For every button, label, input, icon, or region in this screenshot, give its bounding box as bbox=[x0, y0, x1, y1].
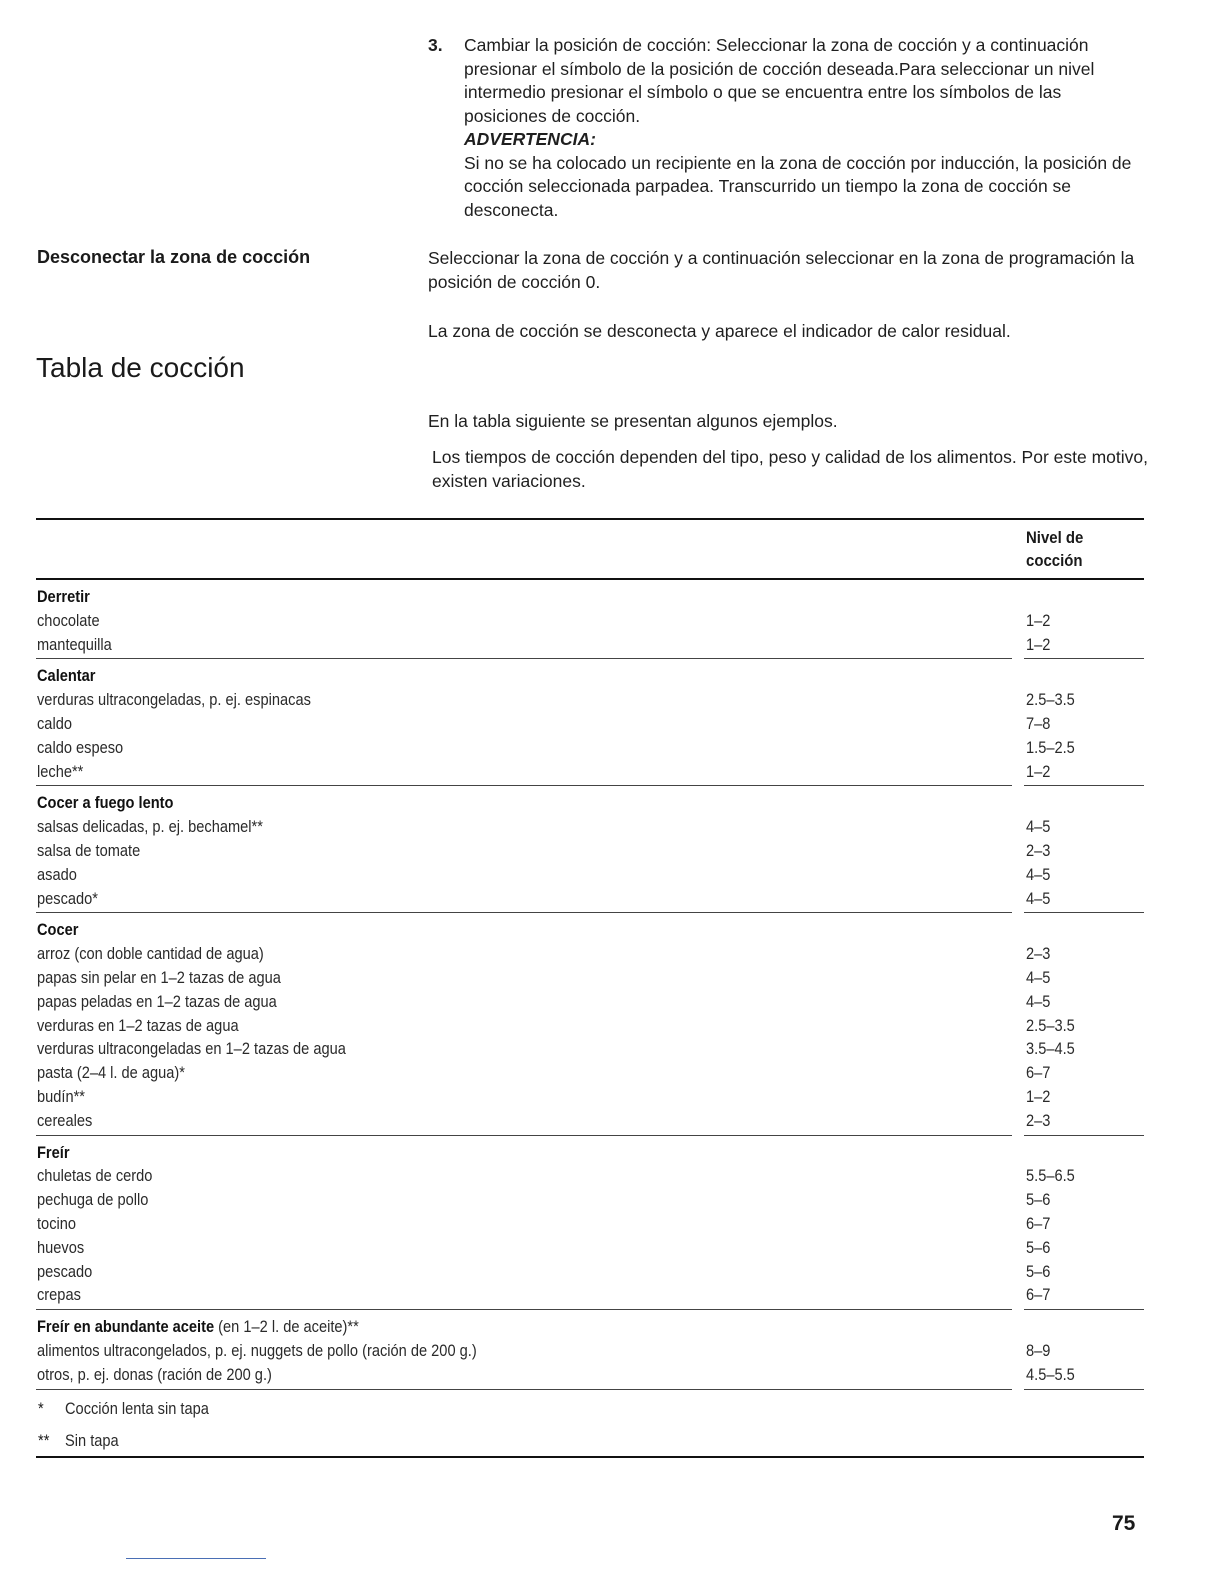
table-group bbox=[36, 580, 1144, 659]
food-label: pechuga de pollo bbox=[37, 1190, 149, 1210]
group-title bbox=[37, 1315, 359, 1339]
cooking-level-value: 2–3 bbox=[1026, 1110, 1051, 1130]
group-title-row bbox=[36, 918, 1144, 942]
food-label: mantequilla bbox=[37, 634, 112, 654]
food-label: huevos bbox=[37, 1237, 85, 1257]
table-footnotes bbox=[36, 1390, 1144, 1458]
table-group bbox=[36, 913, 1144, 1135]
cooking-level-value: 4–5 bbox=[1026, 817, 1051, 837]
cooking-level-value: 1–2 bbox=[1026, 761, 1051, 781]
food-label: leche** bbox=[37, 761, 84, 781]
food-label: pescado bbox=[37, 1261, 93, 1281]
disconnect-heading: Desconectar la zona de cocción bbox=[37, 247, 311, 267]
food-label: caldo espeso bbox=[37, 737, 124, 757]
table-row bbox=[36, 1260, 1144, 1284]
food-label: arroz (con doble cantidad de agua) bbox=[37, 944, 264, 964]
cooking-level-value: 2–3 bbox=[1026, 944, 1051, 964]
cooking-level-value: 5.5–6.5 bbox=[1026, 1166, 1075, 1186]
table-row bbox=[36, 1164, 1144, 1188]
table-row bbox=[36, 990, 1144, 1014]
cooking-table bbox=[36, 518, 1144, 1458]
cooking-level-value: 4.5–5.5 bbox=[1026, 1364, 1075, 1384]
food-label: caldo bbox=[37, 713, 72, 733]
intro-line-2: Los tiempos de cocción dependen del tipo, peso y calidad de los alimentos. Por este motivo, existen variaciones. bbox=[432, 447, 1148, 491]
footnote-mark: ** bbox=[38, 1430, 50, 1450]
cooking-level-value: 4–5 bbox=[1026, 967, 1051, 987]
group-title bbox=[37, 664, 96, 688]
cooking-level-value: 5–6 bbox=[1026, 1190, 1051, 1210]
column-header-level: Nivel de cocción bbox=[1026, 528, 1084, 570]
food-label: verduras ultracongeladas, p. ej. espinacas bbox=[37, 690, 311, 710]
group-title-row bbox=[36, 664, 1144, 688]
table-row bbox=[36, 1339, 1144, 1363]
page-number: 75 bbox=[1112, 1512, 1136, 1535]
group-title-row bbox=[36, 1315, 1144, 1339]
cooking-level-value: 1–2 bbox=[1026, 610, 1051, 630]
food-label: asado bbox=[37, 864, 77, 884]
food-label: otros, p. ej. donas (ración de 200 g.) bbox=[37, 1364, 272, 1384]
cooking-level-value: 3.5–4.5 bbox=[1026, 1039, 1075, 1059]
table-row bbox=[36, 1014, 1144, 1038]
table-row bbox=[36, 815, 1144, 839]
group-title-text: Freír en abundante aceite bbox=[37, 1317, 215, 1337]
warning-label: ADVERTENCIA: bbox=[464, 129, 596, 149]
cooking-level-value: 2–3 bbox=[1026, 840, 1051, 860]
cooking-level-value: 5–6 bbox=[1026, 1237, 1051, 1257]
cooking-level-value: 7–8 bbox=[1026, 713, 1051, 733]
cooking-level-value: 2.5–3.5 bbox=[1026, 1015, 1075, 1035]
footer-rule bbox=[126, 1558, 266, 1559]
food-label: verduras en 1–2 tazas de agua bbox=[37, 1015, 239, 1035]
group-title-text: Cocer a fuego lento bbox=[37, 793, 174, 813]
table-row bbox=[36, 609, 1144, 633]
food-label: crepas bbox=[37, 1285, 81, 1305]
cooking-level-value: 1–2 bbox=[1026, 1086, 1051, 1106]
table-row bbox=[36, 1085, 1144, 1109]
table-row bbox=[36, 1283, 1144, 1307]
step-content bbox=[464, 34, 1148, 222]
table-group bbox=[36, 659, 1144, 786]
food-label: pescado* bbox=[37, 888, 98, 908]
table-row bbox=[36, 1363, 1144, 1387]
step-number: 3. bbox=[428, 35, 443, 55]
table-row bbox=[36, 736, 1144, 760]
table-row bbox=[36, 1212, 1144, 1236]
cooking-level-value: 6–7 bbox=[1026, 1285, 1051, 1305]
page-title: Tabla de cocción bbox=[36, 352, 245, 383]
food-label: budín** bbox=[37, 1086, 85, 1106]
table-group bbox=[36, 786, 1144, 913]
table-row bbox=[36, 1109, 1144, 1133]
group-title-text: Cocer bbox=[37, 920, 79, 940]
table-row bbox=[36, 1061, 1144, 1085]
table-group bbox=[36, 1136, 1144, 1311]
food-label: chuletas de cerdo bbox=[37, 1166, 153, 1186]
group-title-text: Calentar bbox=[37, 666, 96, 686]
food-label: verduras ultracongeladas en 1–2 tazas de agua bbox=[37, 1039, 346, 1059]
table-row bbox=[36, 942, 1144, 966]
footnote-text: Sin tapa bbox=[65, 1430, 119, 1450]
cooking-level-value: 8–9 bbox=[1026, 1340, 1051, 1360]
group-title bbox=[37, 791, 173, 815]
disconnect-result: La zona de cocción se desconecta y aparece el indicador de calor residual. bbox=[428, 321, 1011, 341]
table-row bbox=[36, 887, 1144, 911]
group-title bbox=[37, 1141, 70, 1165]
group-title bbox=[37, 585, 90, 609]
cooking-level-value: 5–6 bbox=[1026, 1261, 1051, 1281]
step-text: Cambiar la posición de cocción: Seleccionar la zona de cocción y a continuación presionar el símbolo de la posición de cocción deseada.Para seleccionar un nivel intermedio presionar el símbolo o que se encuentra entre los símbolos de las posiciones de cocción. bbox=[464, 35, 1095, 126]
footnote-text: Cocción lenta sin tapa bbox=[65, 1398, 209, 1418]
disconnect-instruction: Seleccionar la zona de cocción y a continuación seleccionar en la zona de programación la posición de cocción 0. bbox=[428, 248, 1135, 292]
food-label: papas sin pelar en 1–2 tazas de agua bbox=[37, 967, 281, 987]
food-label: salsas delicadas, p. ej. bechamel** bbox=[37, 817, 263, 837]
group-title-row bbox=[36, 1141, 1144, 1165]
cooking-level-value: 4–5 bbox=[1026, 888, 1051, 908]
table-row bbox=[36, 760, 1144, 784]
group-title bbox=[37, 918, 78, 942]
table-row bbox=[36, 688, 1144, 712]
footnote bbox=[36, 1426, 1144, 1458]
cooking-level-value: 1.5–2.5 bbox=[1026, 737, 1075, 757]
cooking-level-value: 1–2 bbox=[1026, 634, 1051, 654]
food-label: chocolate bbox=[37, 610, 100, 630]
table-row bbox=[36, 1188, 1144, 1212]
intro-line-1: En la tabla siguiente se presentan algunos ejemplos. bbox=[428, 411, 838, 431]
warning-text: Si no se ha colocado un recipiente en la zona de cocción por inducción, la posición de cocción seleccionada parpadea. Transcurrido un tiempo la zona de cocción se desconecta. bbox=[464, 152, 1132, 220]
food-label: papas peladas en 1–2 tazas de agua bbox=[37, 991, 277, 1011]
table-row bbox=[36, 1236, 1144, 1260]
footnote bbox=[36, 1394, 1144, 1426]
food-label: salsa de tomate bbox=[37, 840, 141, 860]
table-body bbox=[36, 580, 1144, 1390]
group-title-note: (en 1–2 l. de aceite)** bbox=[214, 1317, 359, 1337]
cooking-level-value: 4–5 bbox=[1026, 864, 1051, 884]
table-row bbox=[36, 863, 1144, 887]
food-label: tocino bbox=[37, 1213, 77, 1233]
table-row bbox=[36, 1037, 1144, 1061]
table-row bbox=[36, 966, 1144, 990]
food-label: cereales bbox=[37, 1110, 93, 1130]
food-label: pasta (2–4 l. de agua)* bbox=[37, 1063, 185, 1083]
footnote-mark: * bbox=[38, 1398, 44, 1418]
table-row bbox=[36, 839, 1144, 863]
group-title-row bbox=[36, 791, 1144, 815]
cooking-level-value: 2.5–3.5 bbox=[1026, 690, 1075, 710]
group-title-text: Derretir bbox=[37, 587, 90, 606]
cooking-level-value: 4–5 bbox=[1026, 991, 1051, 1011]
cooking-level-value: 6–7 bbox=[1026, 1063, 1051, 1083]
table-row bbox=[36, 633, 1144, 657]
food-label: alimentos ultracongelados, p. ej. nuggets de pollo (ración de 200 g.) bbox=[37, 1340, 477, 1360]
group-title-text: Freír bbox=[37, 1142, 70, 1162]
cooking-level-value: 6–7 bbox=[1026, 1213, 1051, 1233]
table-group bbox=[36, 1310, 1144, 1389]
table-row bbox=[36, 712, 1144, 736]
step-3 bbox=[428, 34, 1148, 222]
group-title-row bbox=[36, 585, 1144, 609]
table-header bbox=[36, 520, 1144, 580]
